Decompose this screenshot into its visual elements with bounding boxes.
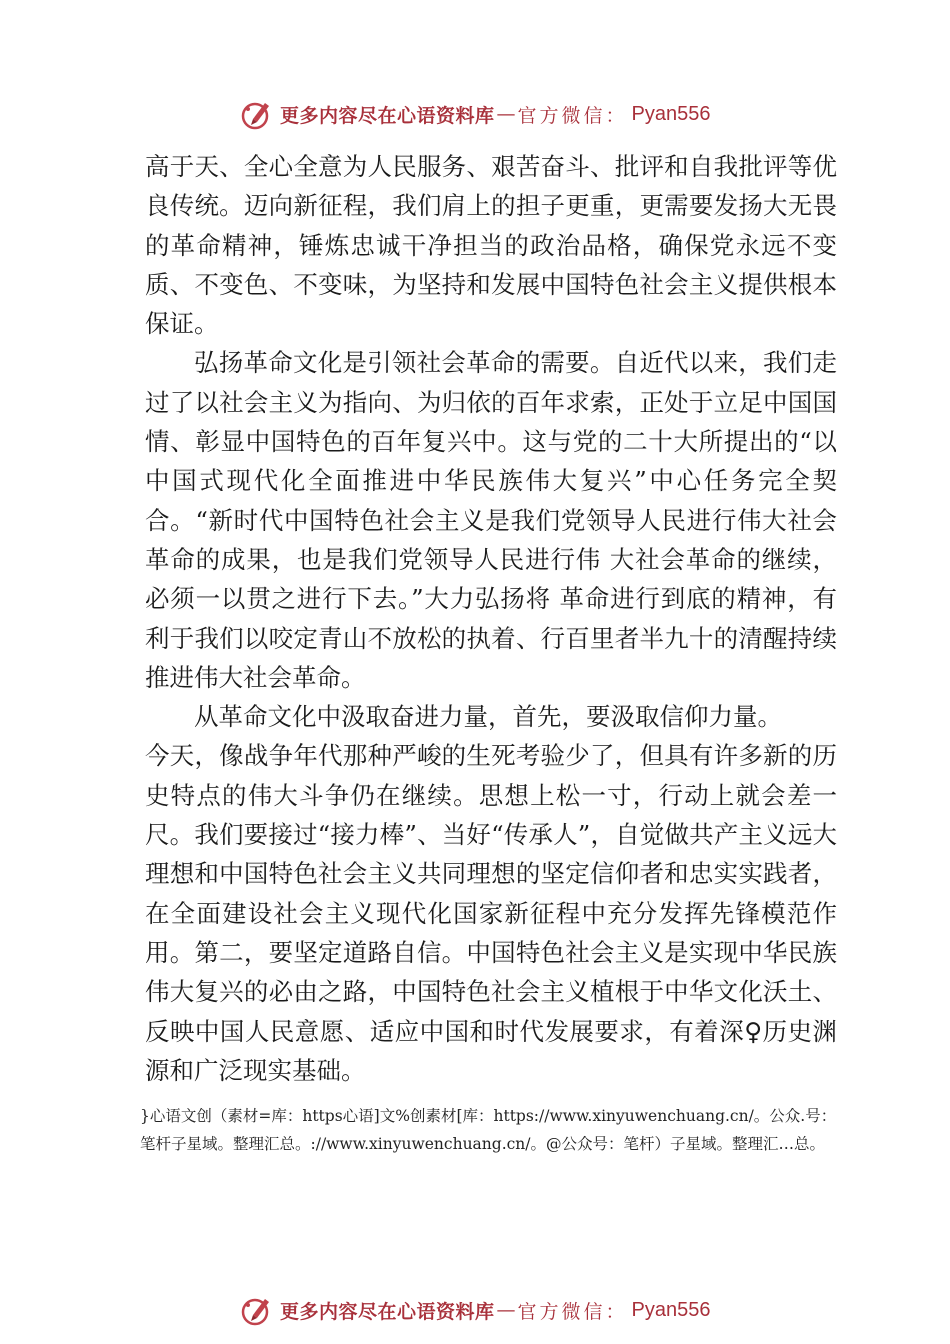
banner-wechat-label: 官方微信： — [517, 104, 628, 127]
watermark-footnote: }心语文创（素材=库：https心语]文%创素材[库：https://www.xinyuwenchuang.cn/。公众.号：笔杆子星域。整理汇总。://www.xinyuwenchuang.cn/。@公众号：笔杆）子星域。整理汇…总。 — [140, 1107, 837, 1153]
banner-title: 更多内容尽在心语资料库 — [280, 104, 495, 127]
footer-banner — [240, 1290, 711, 1330]
paragraph-2: 弘扬革命文化是引领社会革命的需要。自近代以来，我们走过了以社会主义为指向、为归依的百年求索，正处于立足中国国情、彰显中国特色的百年复兴中。这与党的二十大所提出的“以中国式现代化全面推进中华民族伟大复兴”中心任务完全契合。“新时代中国特色社会主义是我们党领导人民进行伟大社会革命的成果，也是我们党领导人民进行伟 大社会革命的继续，必须一以贯之进行下去。”大力弘扬将 革命进行到底的精神，有利于我们以咬定青山不放松的执着、行百里者半九十的清醒持续推进伟大社会革命。 — [145, 348, 837, 692]
document-body — [145, 147, 837, 1090]
paragraph-1: 高于天、全心全意为人民服务、艰苦奋斗、批评和自我批评等优良传统。迈向新征程，我们肩上的担子更重，更需要发扬大无畏的革命精神，锤炼忠诚干净担当的政治品格，确保党永远不变质、不变色、不变味，为坚持和发展中国特色社会主义提供根本保证。 — [145, 152, 837, 339]
paragraph-4: 今天，像战争年代那种严峻的生死考验少了，但具有许多新的历史特点的伟大斗争仍在继续。思想上松一寸，行动上就会差一尺。我们要接过“接力棒”、当好“传承人”，自觉做共产主义远大理想和中国特色社会主义共同理想的坚定信仰者和忠实实践者，在全面建设社会主义现代化国家新征程中充分发挥先锋模范作用。第二，要坚定道路自信。中国特色社会主义是实现中华民族伟大复兴的必由之路，中国特色社会主义植根于中华文化沃土、反映中国人民意愿、适应中国和时代发展要求，有着深♀历史渊源和广泛现实基础。 — [145, 741, 837, 1085]
pen-nib-logo-icon — [240, 97, 274, 131]
banner-title: 更多内容尽在心语资料库 — [280, 1300, 495, 1323]
banner-separator: — — [496, 103, 516, 125]
banner-wechat-id: Pyan556 — [631, 102, 711, 125]
pen-nib-logo-icon — [240, 1293, 274, 1327]
banner-wechat-id: Pyan556 — [631, 1298, 711, 1321]
paragraph-3: 从革命文化中汲取奋进力量，首先，要汲取信仰力量。 — [194, 702, 782, 732]
banner-separator: — — [496, 1299, 516, 1321]
header-banner — [240, 94, 711, 134]
banner-wechat-label: 官方微信： — [517, 1300, 628, 1323]
